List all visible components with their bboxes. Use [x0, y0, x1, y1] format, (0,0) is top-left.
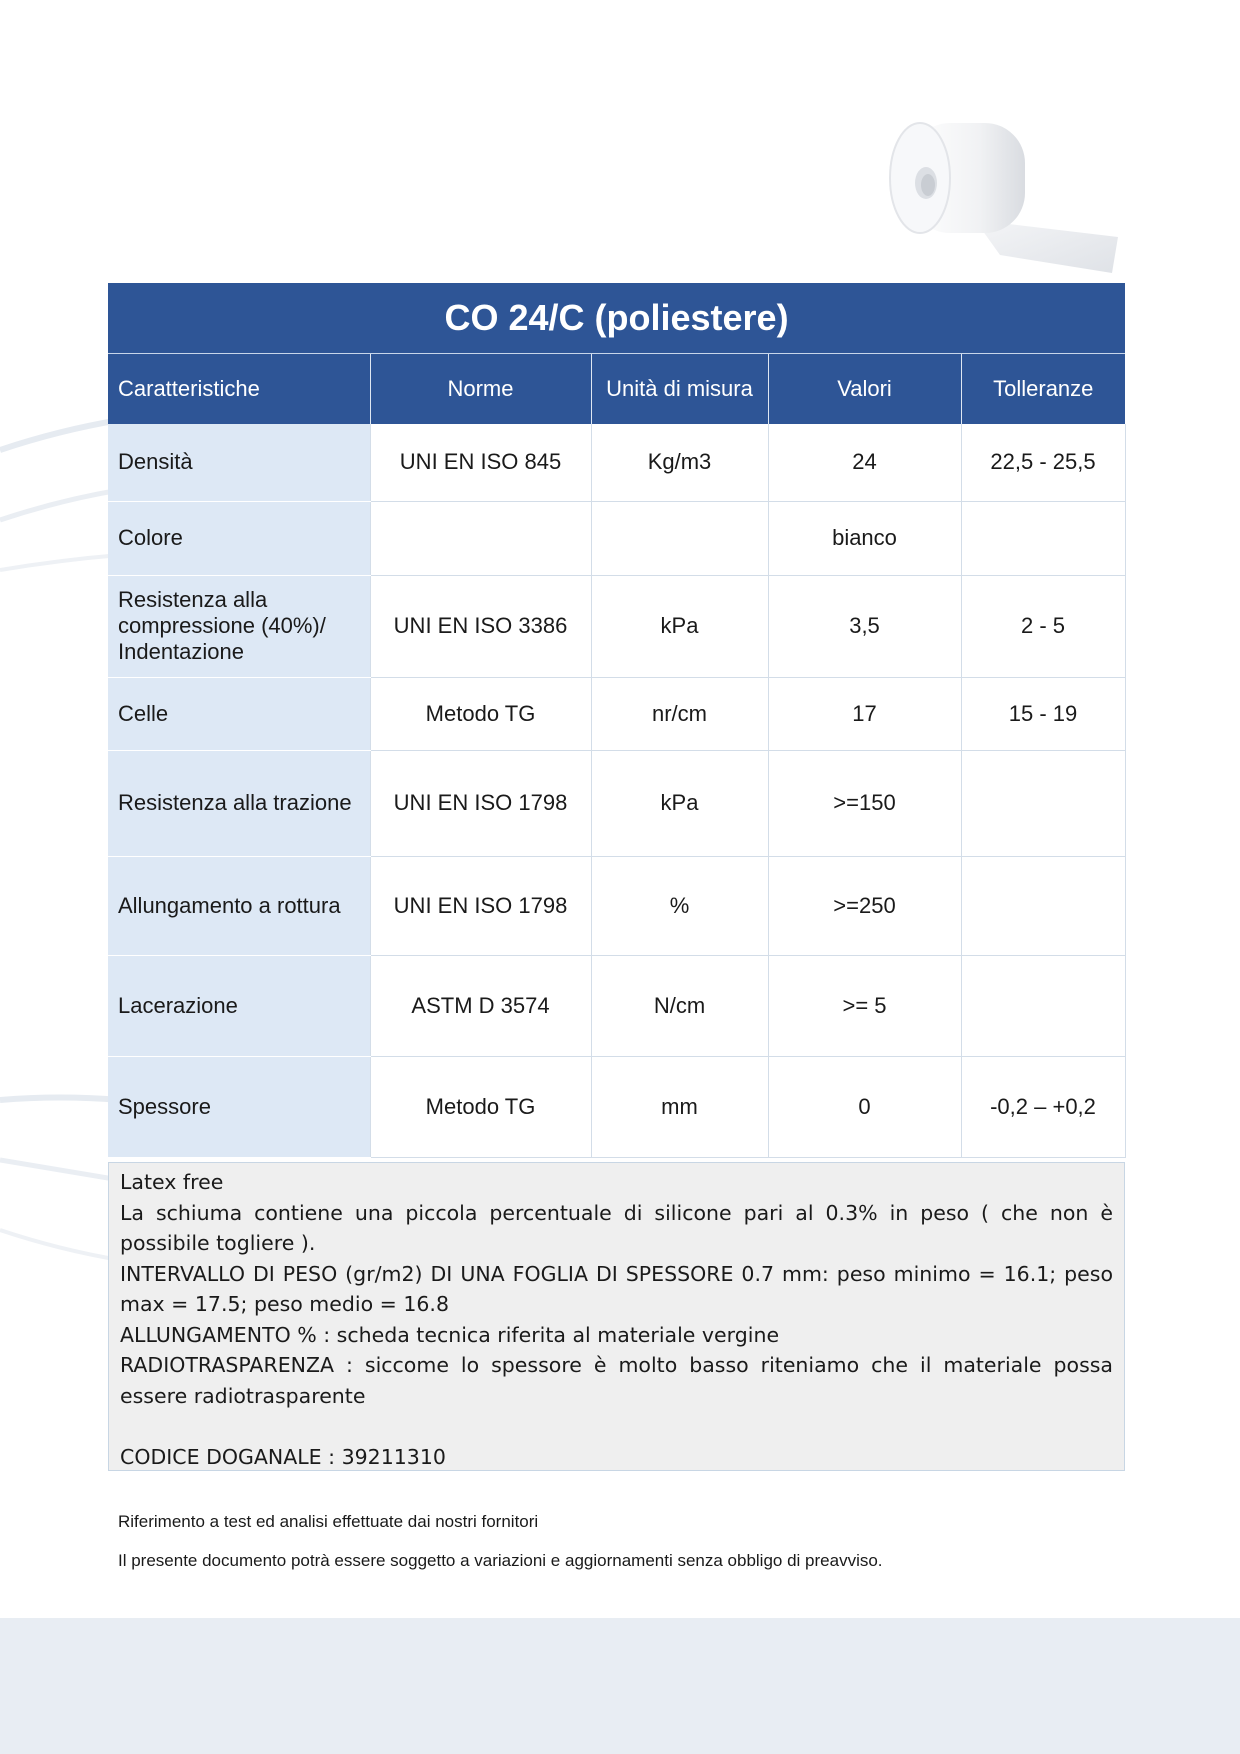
caratteristica-cell: Resistenza alla trazione: [108, 750, 370, 856]
table-row: [108, 575, 1125, 677]
note-elongation: ALLUNGAMENTO % : scheda tecnica riferita al materiale vergine: [120, 1322, 780, 1347]
valore-cell: 3,5: [768, 575, 961, 677]
tolleranza-cell: 2 - 5: [961, 575, 1125, 677]
valore-cell: bianco: [768, 501, 961, 575]
caratteristica-cell: Celle: [108, 677, 370, 750]
table-row: [108, 955, 1125, 1056]
unita-cell: Kg/m3: [591, 424, 768, 501]
footnote-disclaimer: Il presente documento potrà essere soggetto a variazioni e aggiornamenti senza obbligo di preavviso.: [118, 1551, 883, 1570]
column-header-valori: Valori: [768, 354, 961, 425]
foam-roll-image: [880, 105, 1125, 280]
valore-cell: >=150: [768, 750, 961, 856]
column-header-caratteristiche: Caratteristiche: [108, 354, 370, 425]
specifications-table: [108, 283, 1126, 1158]
caratteristica-cell: Lacerazione: [108, 955, 370, 1056]
notes-box: [108, 1162, 1125, 1471]
background-swoosh-decoration: [0, 380, 120, 1280]
footer-band: [0, 1618, 1240, 1754]
unita-cell: kPa: [591, 750, 768, 856]
column-header-tolleranze: Tolleranze: [961, 354, 1125, 425]
unita-cell: %: [591, 856, 768, 955]
note-customs-code: CODICE DOGANALE : 39211310: [120, 1444, 446, 1469]
unita-cell: nr/cm: [591, 677, 768, 750]
valore-cell: 0: [768, 1056, 961, 1157]
norma-cell: [370, 501, 591, 575]
caratteristica-cell: Spessore: [108, 1056, 370, 1157]
footnote-reference: Riferimento a test ed analisi effettuate dai nostri fornitori: [118, 1512, 539, 1531]
table-row: [108, 424, 1125, 501]
norma-cell: Metodo TG: [370, 1056, 591, 1157]
note-weight-range: INTERVALLO DI PESO (gr/m2) DI UNA FOGLIA DI SPESSORE 0.7 mm: peso minimo = 16.1; peso max = 17.5; peso medio = 16.8: [120, 1261, 1113, 1316]
table-header-row: [108, 354, 1125, 425]
norma-cell: UNI EN ISO 1798: [370, 856, 591, 955]
tolleranza-cell: [961, 501, 1125, 575]
unita-cell: N/cm: [591, 955, 768, 1056]
caratteristica-cell: Colore: [108, 501, 370, 575]
table-row: [108, 1056, 1125, 1157]
column-header-unita: Unità di misura: [591, 354, 768, 425]
caratteristica-cell: Allungamento a rottura: [108, 856, 370, 955]
valore-cell: 17: [768, 677, 961, 750]
norma-cell: UNI EN ISO 845: [370, 424, 591, 501]
tolleranza-cell: [961, 856, 1125, 955]
caratteristica-cell: Resistenza alla compressione (40%)/ Indentazione: [108, 575, 370, 677]
unita-cell: [591, 501, 768, 575]
tolleranza-cell: [961, 955, 1125, 1056]
table-row: [108, 677, 1125, 750]
note-radiotransparency: RADIOTRASPARENZA : siccome lo spessore è molto basso riteniamo che il materiale possa essere radiotrasparente: [120, 1353, 1113, 1408]
valore-cell: 24: [768, 424, 961, 501]
tolleranza-cell: 15 - 19: [961, 677, 1125, 750]
tolleranza-cell: 22,5 - 25,5: [961, 424, 1125, 501]
norma-cell: Metodo TG: [370, 677, 591, 750]
table-row: [108, 856, 1125, 955]
norma-cell: UNI EN ISO 1798: [370, 750, 591, 856]
valore-cell: >=250: [768, 856, 961, 955]
caratteristica-cell: Densità: [108, 424, 370, 501]
tolleranza-cell: -0,2 – +0,2: [961, 1056, 1125, 1157]
unita-cell: mm: [591, 1056, 768, 1157]
table-row: [108, 750, 1125, 856]
note-silicone: La schiuma contiene una piccola percentuale di silicone pari al 0.3% in peso ( che non è possibile togliere ).: [120, 1200, 1113, 1255]
product-title: CO 24/C (poliestere): [108, 283, 1125, 354]
notes-spacer: [120, 1411, 1113, 1442]
column-header-norme: Norme: [370, 354, 591, 425]
norma-cell: UNI EN ISO 3386: [370, 575, 591, 677]
valore-cell: >= 5: [768, 955, 961, 1056]
note-latex-free: Latex free: [120, 1170, 224, 1194]
unita-cell: kPa: [591, 575, 768, 677]
table-row: [108, 501, 1125, 575]
tolleranza-cell: [961, 750, 1125, 856]
norma-cell: ASTM D 3574: [370, 955, 591, 1056]
